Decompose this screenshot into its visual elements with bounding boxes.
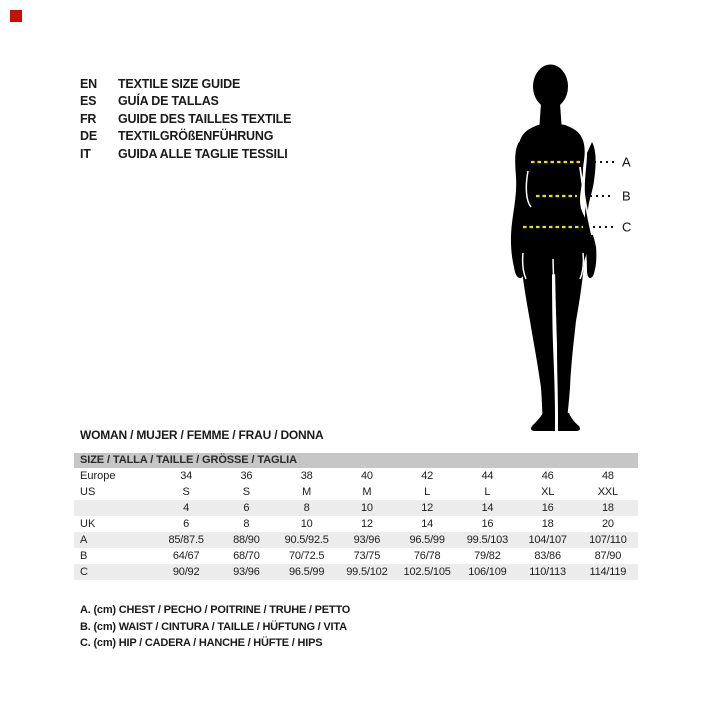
language-title-list — [80, 75, 291, 163]
language-code: FR — [80, 111, 97, 126]
table-cell: 10 — [360, 502, 373, 514]
table-cell: 79/82 — [474, 550, 501, 562]
language-code: EN — [80, 76, 97, 91]
measure-labels — [622, 155, 631, 235]
size-table-header: SIZE / TALLA / TAILLE / GRÖSSE / TAGLIA — [74, 453, 638, 468]
table-cell: 102.5/105 — [403, 566, 451, 578]
table-cell: S — [242, 486, 250, 498]
table-cell: 14 — [481, 502, 494, 514]
table-cell: M — [362, 486, 372, 498]
body-silhouette-figure — [495, 55, 655, 440]
table-cell: 40 — [360, 470, 373, 482]
table-row — [74, 564, 638, 580]
table-cell: 96.5/99 — [409, 534, 445, 546]
table-cell: 90/92 — [172, 566, 200, 578]
table-cell: 110/113 — [529, 566, 566, 578]
table-row — [74, 532, 638, 548]
table-cell: 93/96 — [233, 566, 260, 578]
measure-label-b: B — [622, 188, 631, 204]
language-title: TEXTILGRÖßENFÜHRUNG — [118, 129, 274, 144]
language-code: DE — [80, 129, 97, 144]
table-cell: 106/109 — [468, 566, 507, 578]
table-cell: 73/75 — [353, 550, 381, 562]
table-cell: 99.5/103 — [466, 534, 508, 546]
table-cell: M — [302, 486, 312, 498]
category-title: WOMAN / MUJER / FEMME / FRAU / DONNA — [80, 428, 324, 442]
table-row — [74, 468, 638, 484]
table-cell: 18 — [541, 518, 554, 530]
table-cell: S — [182, 486, 190, 498]
table-cell: 12 — [360, 518, 373, 530]
language-title: GUÍA DE TALLAS — [118, 94, 219, 109]
language-code: IT — [80, 146, 91, 161]
row-label: A — [80, 534, 88, 546]
table-cell: 4 — [183, 502, 190, 514]
red-marker — [10, 10, 22, 22]
table-cell: 76/78 — [413, 550, 441, 562]
table-cell: 18 — [601, 502, 614, 514]
table-cell: 85/87.5 — [168, 534, 204, 546]
table-cell: 16 — [541, 502, 554, 514]
language-row — [80, 93, 291, 111]
table-cell: 70/72.5 — [288, 550, 325, 562]
row-label: US — [80, 486, 96, 498]
language-row — [80, 75, 291, 93]
language-title: GUIDA ALLE TAGLIE TESSILI — [118, 146, 288, 161]
measure-label-a: A — [622, 154, 631, 170]
table-cell: 16 — [481, 518, 494, 530]
measurement-legend — [80, 604, 350, 654]
table-cell: 6 — [183, 518, 190, 530]
row-label: Europe — [80, 470, 116, 482]
measure-label-c: C — [622, 219, 632, 235]
table-cell: 46 — [541, 470, 554, 482]
table-cell: 6 — [243, 502, 250, 514]
table-cell: 99.5/102 — [346, 566, 388, 578]
table-row — [74, 500, 638, 516]
language-title: TEXTILE SIZE GUIDE — [118, 76, 241, 91]
measurement-legend-line: C. (cm) HIP / CADERA / HANCHE / HÜFTE / HIPS — [80, 637, 323, 649]
table-cell: XXL — [597, 486, 618, 498]
table-cell: 104/107 — [528, 534, 567, 546]
language-row — [80, 110, 291, 128]
woman-silhouette-graphic — [495, 55, 655, 440]
table-cell: 48 — [601, 470, 614, 482]
measurement-legend-line: A. (cm) CHEST / PECHO / POITRINE / TRUHE / PETTO — [80, 604, 351, 616]
table-cell: 36 — [240, 470, 253, 482]
table-cell: 34 — [180, 470, 193, 482]
row-label: C — [80, 566, 88, 578]
table-cell: 90.5/92.5 — [284, 534, 329, 546]
table-cell: 20 — [601, 518, 614, 530]
table-cell: L — [424, 486, 431, 498]
table-row — [74, 516, 638, 532]
table-cell: 93/96 — [353, 534, 381, 546]
size-table-body — [74, 468, 638, 580]
table-cell: 114/119 — [589, 566, 627, 578]
table-cell: 68/70 — [233, 550, 260, 562]
table-cell: 44 — [481, 470, 494, 482]
table-cell: L — [484, 486, 491, 498]
table-cell: 38 — [300, 470, 313, 482]
table-cell: 96.5/99 — [288, 566, 325, 578]
table-cell: 64/67 — [172, 550, 200, 562]
table-row — [74, 548, 638, 564]
row-label — [74, 500, 156, 516]
table-cell: 10 — [300, 518, 313, 530]
table-cell: XL — [541, 486, 555, 498]
table-cell: 14 — [421, 518, 434, 530]
row-label: B — [80, 550, 88, 562]
table-cell: 8 — [243, 518, 250, 530]
language-code: ES — [80, 94, 97, 109]
table-cell: 87/90 — [594, 550, 622, 562]
table-cell: 88/90 — [233, 534, 260, 546]
language-row — [80, 145, 291, 163]
size-table — [74, 453, 638, 580]
table-row — [74, 484, 638, 500]
row-label: UK — [80, 518, 96, 530]
table-cell: 8 — [303, 502, 310, 514]
language-title: GUIDE DES TAILLES TEXTILE — [118, 111, 292, 126]
measurement-legend-line: B. (cm) WAIST / CINTURA / TAILLE / HÜFTUNG / VITA — [80, 620, 347, 633]
table-cell: 107/110 — [589, 534, 627, 546]
table-cell: 83/86 — [534, 550, 561, 562]
table-cell: 42 — [421, 470, 434, 482]
language-row — [80, 128, 291, 146]
table-cell: 12 — [421, 502, 434, 514]
silhouette-body — [511, 65, 596, 432]
